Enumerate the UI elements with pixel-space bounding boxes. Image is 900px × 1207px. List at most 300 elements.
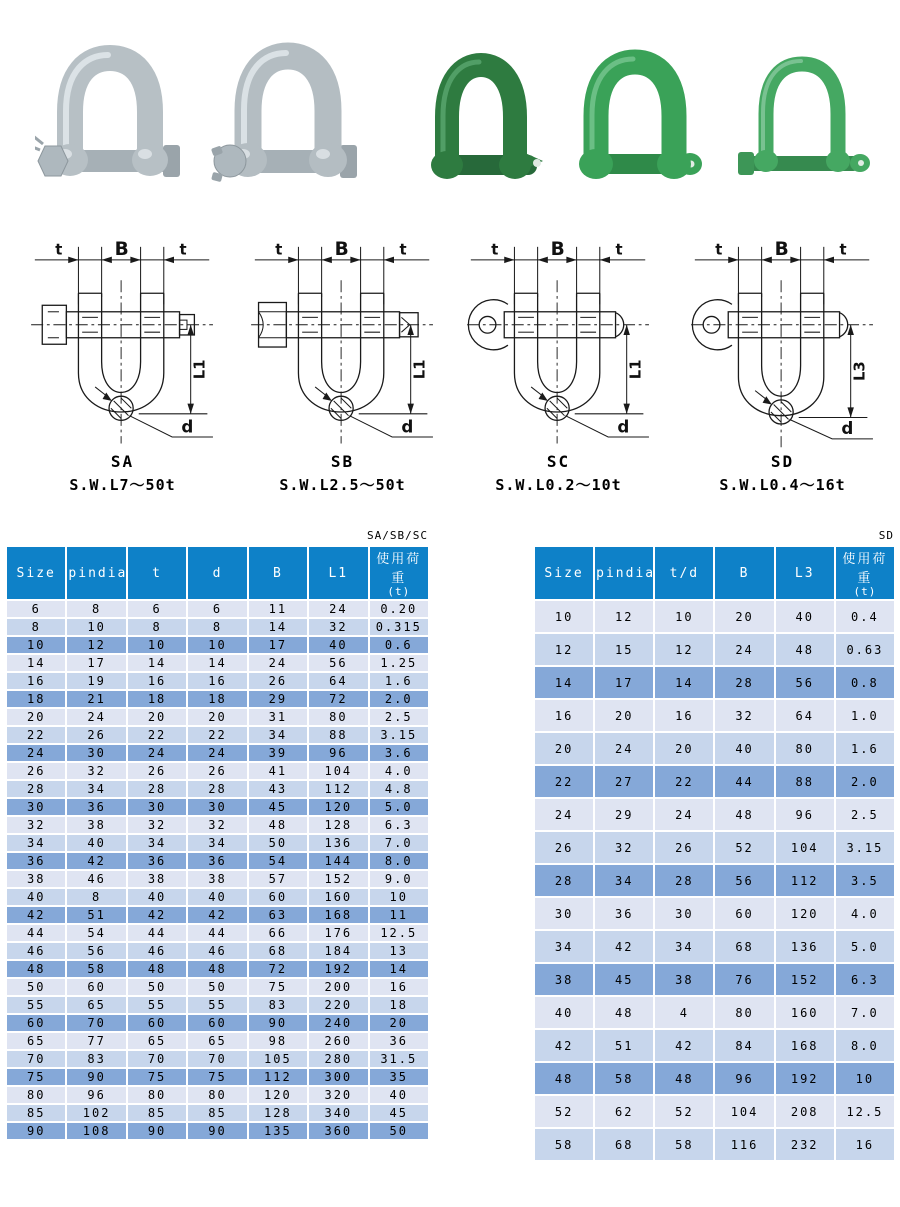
table-cell: 176 [308, 924, 368, 942]
table-cell: 208 [775, 1095, 835, 1128]
spec-table-sa-sb-sc-section [5, 529, 430, 1141]
table-cell: 83 [66, 1050, 126, 1068]
table-cell: 50 [187, 978, 247, 996]
table-cell: 10 [369, 888, 429, 906]
col-header-pindia: pindia [594, 546, 654, 600]
table-cell: 56 [775, 666, 835, 699]
table-cell: 80 [714, 996, 774, 1029]
table-row [534, 897, 895, 930]
table-cell: 12.5 [835, 1095, 895, 1128]
table-row [6, 618, 429, 636]
table-cell: 13 [369, 942, 429, 960]
table-cell: 22 [534, 765, 594, 798]
table-cell: 60 [66, 978, 126, 996]
table-cell: 15 [594, 633, 654, 666]
table-cell: 36 [369, 1032, 429, 1050]
table-cell: 0.8 [835, 666, 895, 699]
dim-label-t-left: t [275, 241, 283, 259]
table-cell: 14 [534, 666, 594, 699]
table-row [534, 1029, 895, 1062]
dim-label-d: d [181, 417, 194, 437]
col-header-b: B [714, 546, 774, 600]
table-row [6, 1014, 429, 1032]
table-row [6, 654, 429, 672]
table-row [6, 816, 429, 834]
table-cell: 4.8 [369, 780, 429, 798]
table-cell: 96 [66, 1086, 126, 1104]
dim-label-t-right: t [615, 241, 623, 259]
table-cell: 4 [654, 996, 714, 1029]
table-cell: 21 [66, 690, 126, 708]
table-row [6, 924, 429, 942]
table-cell: 70 [6, 1050, 66, 1068]
table-cell: 168 [308, 906, 368, 924]
table-cell: 24 [187, 744, 247, 762]
table-cell: 58 [594, 1062, 654, 1095]
sb-line-drawing [240, 232, 445, 450]
header-row [6, 546, 429, 600]
table-cell: 17 [66, 654, 126, 672]
col-header-pindia: pindia [66, 546, 126, 600]
diagram-swl-range: S.W.L0.2～10t [495, 476, 622, 494]
table-cell: 24 [6, 744, 66, 762]
table-cell: 34 [6, 834, 66, 852]
table-cell: 136 [775, 930, 835, 963]
table-cell: 112 [308, 780, 368, 798]
table-row [6, 852, 429, 870]
table-cell: 88 [775, 765, 835, 798]
load-header-line2: (t) [853, 585, 877, 598]
table-cell: 39 [248, 744, 308, 762]
table-cell: 3.5 [835, 864, 895, 897]
table-row [534, 1095, 895, 1128]
table-cell: 20 [369, 1014, 429, 1032]
table-row [6, 672, 429, 690]
table-cell: 4.0 [369, 762, 429, 780]
table-cell: 135 [248, 1122, 308, 1140]
diagram-sb [240, 232, 445, 495]
shackle-photo-green-dark [413, 45, 551, 210]
load-header-line2: (t) [387, 585, 411, 598]
table-cell: 45 [369, 1104, 429, 1122]
col-header-size: Size [534, 546, 594, 600]
table-cell: 300 [308, 1068, 368, 1086]
spec-table-sd-section [533, 529, 896, 1162]
table-cell: 24 [534, 798, 594, 831]
table-cell: 52 [654, 1095, 714, 1128]
table-cell: 85 [187, 1104, 247, 1122]
table-cell: 12 [594, 600, 654, 633]
table-cell: 65 [187, 1032, 247, 1050]
table-cell: 29 [248, 690, 308, 708]
table-cell: 77 [66, 1032, 126, 1050]
table-cell: 84 [714, 1029, 774, 1062]
table-cell: 90 [248, 1014, 308, 1032]
table-cell: 83 [248, 996, 308, 1014]
dim-label-l1: L1 [411, 359, 429, 380]
table-cell: 18 [127, 690, 187, 708]
table-cell: 27 [594, 765, 654, 798]
table-cell: 85 [127, 1104, 187, 1122]
table-cell: 10 [66, 618, 126, 636]
table-cell: 75 [127, 1068, 187, 1086]
table-cell: 34 [248, 726, 308, 744]
table-cell: 80 [775, 732, 835, 765]
table-cell: 22 [127, 726, 187, 744]
sc-line-drawing [456, 232, 661, 450]
table-row [534, 1062, 895, 1095]
table-cell: 44 [714, 765, 774, 798]
table-cell: 116 [714, 1128, 774, 1161]
table-cell: 104 [714, 1095, 774, 1128]
dim-label-d: d [617, 417, 630, 437]
table-cell: 55 [127, 996, 187, 1014]
table-cell: 40 [127, 888, 187, 906]
table-cell: 64 [308, 672, 368, 690]
table-cell: 5.0 [835, 930, 895, 963]
table-cell: 38 [187, 870, 247, 888]
table-cell: 26 [66, 726, 126, 744]
table-cell: 16 [835, 1128, 895, 1161]
diagram-sa [20, 232, 225, 495]
table-cell: 160 [775, 996, 835, 1029]
diagram-code: SB [330, 452, 355, 471]
table-cell: 6 [6, 600, 66, 618]
table-cell: 2.5 [369, 708, 429, 726]
table-cell: 2.5 [835, 798, 895, 831]
table-cell: 90 [127, 1122, 187, 1140]
table-cell: 26 [6, 762, 66, 780]
table-cell: 44 [127, 924, 187, 942]
diagram-sc [456, 232, 661, 495]
table-cell: 0.315 [369, 618, 429, 636]
table-cell: 36 [594, 897, 654, 930]
table-cell: 48 [775, 633, 835, 666]
table-cell: 63 [248, 906, 308, 924]
table-cell: 112 [248, 1068, 308, 1086]
table-row [6, 1068, 429, 1086]
table-cell: 360 [308, 1122, 368, 1140]
table-cell: 112 [775, 864, 835, 897]
table-cell: 280 [308, 1050, 368, 1068]
table-cell: 128 [248, 1104, 308, 1122]
table-cell: 72 [308, 690, 368, 708]
dim-label-b: B [550, 239, 565, 261]
table-cell: 46 [6, 942, 66, 960]
table-cell: 30 [66, 744, 126, 762]
table-cell: 6 [127, 600, 187, 618]
table-cell: 65 [6, 1032, 66, 1050]
table-cell: 30 [6, 798, 66, 816]
table-cell: 16 [369, 978, 429, 996]
table-cell: 80 [127, 1086, 187, 1104]
dim-label-t-right: t [179, 241, 187, 259]
col-header-size: Size [6, 546, 66, 600]
col-header-td: t/d [654, 546, 714, 600]
table-cell: 24 [594, 732, 654, 765]
table-cell: 10 [534, 600, 594, 633]
table-cell: 220 [308, 996, 368, 1014]
table-cell: 96 [775, 798, 835, 831]
table-cell: 7.0 [369, 834, 429, 852]
table-caption-sd: SD [878, 529, 894, 542]
table-cell: 184 [308, 942, 368, 960]
table-cell: 200 [308, 978, 368, 996]
table-cell: 26 [187, 762, 247, 780]
table-cell: 48 [248, 816, 308, 834]
table-row [6, 708, 429, 726]
table-cell: 152 [308, 870, 368, 888]
table-cell: 20 [654, 732, 714, 765]
table-cell: 320 [308, 1086, 368, 1104]
table-cell: 16 [534, 699, 594, 732]
table-row [6, 960, 429, 978]
table-cell: 3.6 [369, 744, 429, 762]
table-cell: 70 [127, 1050, 187, 1068]
table-cell: 75 [248, 978, 308, 996]
dim-label-d: d [841, 419, 854, 439]
table-row [534, 963, 895, 996]
spec-table-sa-sb-sc [5, 545, 430, 1141]
table-cell: 35 [369, 1068, 429, 1086]
table-cell: 152 [775, 963, 835, 996]
table-cell: 66 [248, 924, 308, 942]
table-cell: 20 [127, 708, 187, 726]
table-cell: 22 [187, 726, 247, 744]
table-row [6, 636, 429, 654]
table-row [534, 798, 895, 831]
table-cell: 7.0 [835, 996, 895, 1029]
table-cell: 28 [6, 780, 66, 798]
table-row [6, 744, 429, 762]
table-cell: 18 [369, 996, 429, 1014]
table-cell: 32 [308, 618, 368, 636]
dim-label-t-right: t [399, 241, 407, 259]
table-cell: 65 [66, 996, 126, 1014]
table-cell: 10 [6, 636, 66, 654]
table-cell: 48 [654, 1062, 714, 1095]
table-cell: 44 [6, 924, 66, 942]
table-cell: 192 [308, 960, 368, 978]
table-cell: 28 [127, 780, 187, 798]
diagram-swl-range: S.W.L7～50t [69, 476, 176, 494]
table-cell: 45 [248, 798, 308, 816]
table-cell: 8.0 [369, 852, 429, 870]
table-row [534, 864, 895, 897]
table-cell: 240 [308, 1014, 368, 1032]
table-cell: 60 [248, 888, 308, 906]
table-cell: 22 [6, 726, 66, 744]
table-cell: 40 [714, 732, 774, 765]
table-row [6, 600, 429, 618]
table-cell: 144 [308, 852, 368, 870]
table-cell: 24 [308, 600, 368, 618]
table-cell: 1.6 [369, 672, 429, 690]
table-row [534, 600, 895, 633]
table-cell: 168 [775, 1029, 835, 1062]
table-row [534, 930, 895, 963]
table-cell: 232 [775, 1128, 835, 1161]
table-cell: 8 [66, 888, 126, 906]
table-cell: 102 [66, 1104, 126, 1122]
table-cell: 40 [308, 636, 368, 654]
table-cell: 70 [66, 1014, 126, 1032]
table-cell: 32 [594, 831, 654, 864]
table-cell: 120 [248, 1086, 308, 1104]
table-cell: 56 [308, 654, 368, 672]
table-cell: 6 [187, 600, 247, 618]
table-cell: 128 [308, 816, 368, 834]
table-cell: 34 [594, 864, 654, 897]
table-caption-sasbsc: SA/SB/SC [367, 529, 428, 542]
table-cell: 42 [187, 906, 247, 924]
table-row [6, 996, 429, 1014]
table-cell: 40 [66, 834, 126, 852]
table-cell: 9.0 [369, 870, 429, 888]
table-cell: 24 [654, 798, 714, 831]
table-row [6, 978, 429, 996]
table-cell: 120 [775, 897, 835, 930]
table-cell: 56 [66, 942, 126, 960]
table-cell: 104 [775, 831, 835, 864]
table-cell: 10 [835, 1062, 895, 1095]
table-cell: 105 [248, 1050, 308, 1068]
table-cell: 0.63 [835, 633, 895, 666]
table-cell: 48 [534, 1062, 594, 1095]
table-cell: 8 [187, 618, 247, 636]
table-cell: 38 [66, 816, 126, 834]
table-cell: 48 [714, 798, 774, 831]
table-cell: 32 [127, 816, 187, 834]
table-cell: 42 [6, 906, 66, 924]
table-row [6, 834, 429, 852]
table-cell: 60 [6, 1014, 66, 1032]
table-cell: 42 [534, 1029, 594, 1062]
table-cell: 38 [654, 963, 714, 996]
table-cell: 38 [6, 870, 66, 888]
table-cell: 20 [714, 600, 774, 633]
table-cell: 90 [6, 1122, 66, 1140]
table-cell: 58 [534, 1128, 594, 1161]
table-cell: 3.15 [835, 831, 895, 864]
dim-label-d: d [401, 417, 414, 437]
dim-label-b: B [334, 239, 349, 261]
table-cell: 68 [594, 1128, 654, 1161]
table-cell: 30 [127, 798, 187, 816]
table-cell: 42 [66, 852, 126, 870]
table-cell: 5.0 [369, 798, 429, 816]
dim-label-b: B [114, 239, 129, 261]
table-row [534, 765, 895, 798]
diagram-sd [680, 232, 885, 495]
table-cell: 12 [66, 636, 126, 654]
table-cell: 48 [187, 960, 247, 978]
table-cell: 90 [66, 1068, 126, 1086]
table-cell: 6.3 [369, 816, 429, 834]
col-header-l1: L1 [308, 546, 368, 600]
table-cell: 80 [308, 708, 368, 726]
table-cell: 1.6 [835, 732, 895, 765]
table-cell: 28 [654, 864, 714, 897]
table-cell: 8.0 [835, 1029, 895, 1062]
table-cell: 36 [6, 852, 66, 870]
table-cell: 98 [248, 1032, 308, 1050]
table-cell: 24 [66, 708, 126, 726]
table-row [6, 906, 429, 924]
table-cell: 20 [187, 708, 247, 726]
table-cell: 40 [369, 1086, 429, 1104]
table-cell: 8 [127, 618, 187, 636]
col-header-t: t [127, 546, 187, 600]
table-cell: 70 [187, 1050, 247, 1068]
dim-label-l3: L3 [851, 361, 869, 382]
table-cell: 12.5 [369, 924, 429, 942]
table-cell: 85 [6, 1104, 66, 1122]
dim-label-t-left: t [491, 241, 499, 259]
table-cell: 8 [66, 600, 126, 618]
sa-line-drawing [20, 232, 225, 450]
table-cell: 46 [66, 870, 126, 888]
table-row [534, 732, 895, 765]
table-cell: 14 [248, 618, 308, 636]
table-cell: 2.0 [835, 765, 895, 798]
load-header-line1: 使用荷重 [376, 552, 422, 586]
table-cell: 26 [534, 831, 594, 864]
table-cell: 16 [654, 699, 714, 732]
table-row [6, 1086, 429, 1104]
table-cell: 55 [6, 996, 66, 1014]
table-cell: 10 [654, 600, 714, 633]
table-row [6, 726, 429, 744]
table-row [6, 1050, 429, 1068]
shackle-photo-green-light [730, 48, 875, 206]
table-cell: 20 [594, 699, 654, 732]
table-cell: 32 [66, 762, 126, 780]
col-header-load [835, 546, 895, 600]
table-cell: 34 [654, 930, 714, 963]
table-cell: 96 [308, 744, 368, 762]
table-cell: 76 [714, 963, 774, 996]
table-cell: 48 [6, 960, 66, 978]
table-cell: 65 [127, 1032, 187, 1050]
table-row [534, 831, 895, 864]
table-cell: 75 [187, 1068, 247, 1086]
table-cell: 60 [187, 1014, 247, 1032]
table-cell: 136 [308, 834, 368, 852]
table-cell: 60 [714, 897, 774, 930]
table-cell: 2.0 [369, 690, 429, 708]
load-header-line1: 使用荷重 [842, 552, 888, 586]
table-cell: 36 [187, 852, 247, 870]
table-cell: 19 [66, 672, 126, 690]
table-cell: 88 [308, 726, 368, 744]
table-cell: 30 [654, 897, 714, 930]
table-cell: 32 [6, 816, 66, 834]
table-cell: 34 [127, 834, 187, 852]
table-row [534, 666, 895, 699]
table-cell: 45 [594, 963, 654, 996]
table-cell: 108 [66, 1122, 126, 1140]
table-cell: 17 [594, 666, 654, 699]
table-row [534, 996, 895, 1029]
table-cell: 18 [187, 690, 247, 708]
table-cell: 10 [127, 636, 187, 654]
table-cell: 56 [714, 864, 774, 897]
table-cell: 4.0 [835, 897, 895, 930]
spec-table-sd [533, 545, 896, 1162]
table-cell: 24 [248, 654, 308, 672]
table-cell: 12 [534, 633, 594, 666]
